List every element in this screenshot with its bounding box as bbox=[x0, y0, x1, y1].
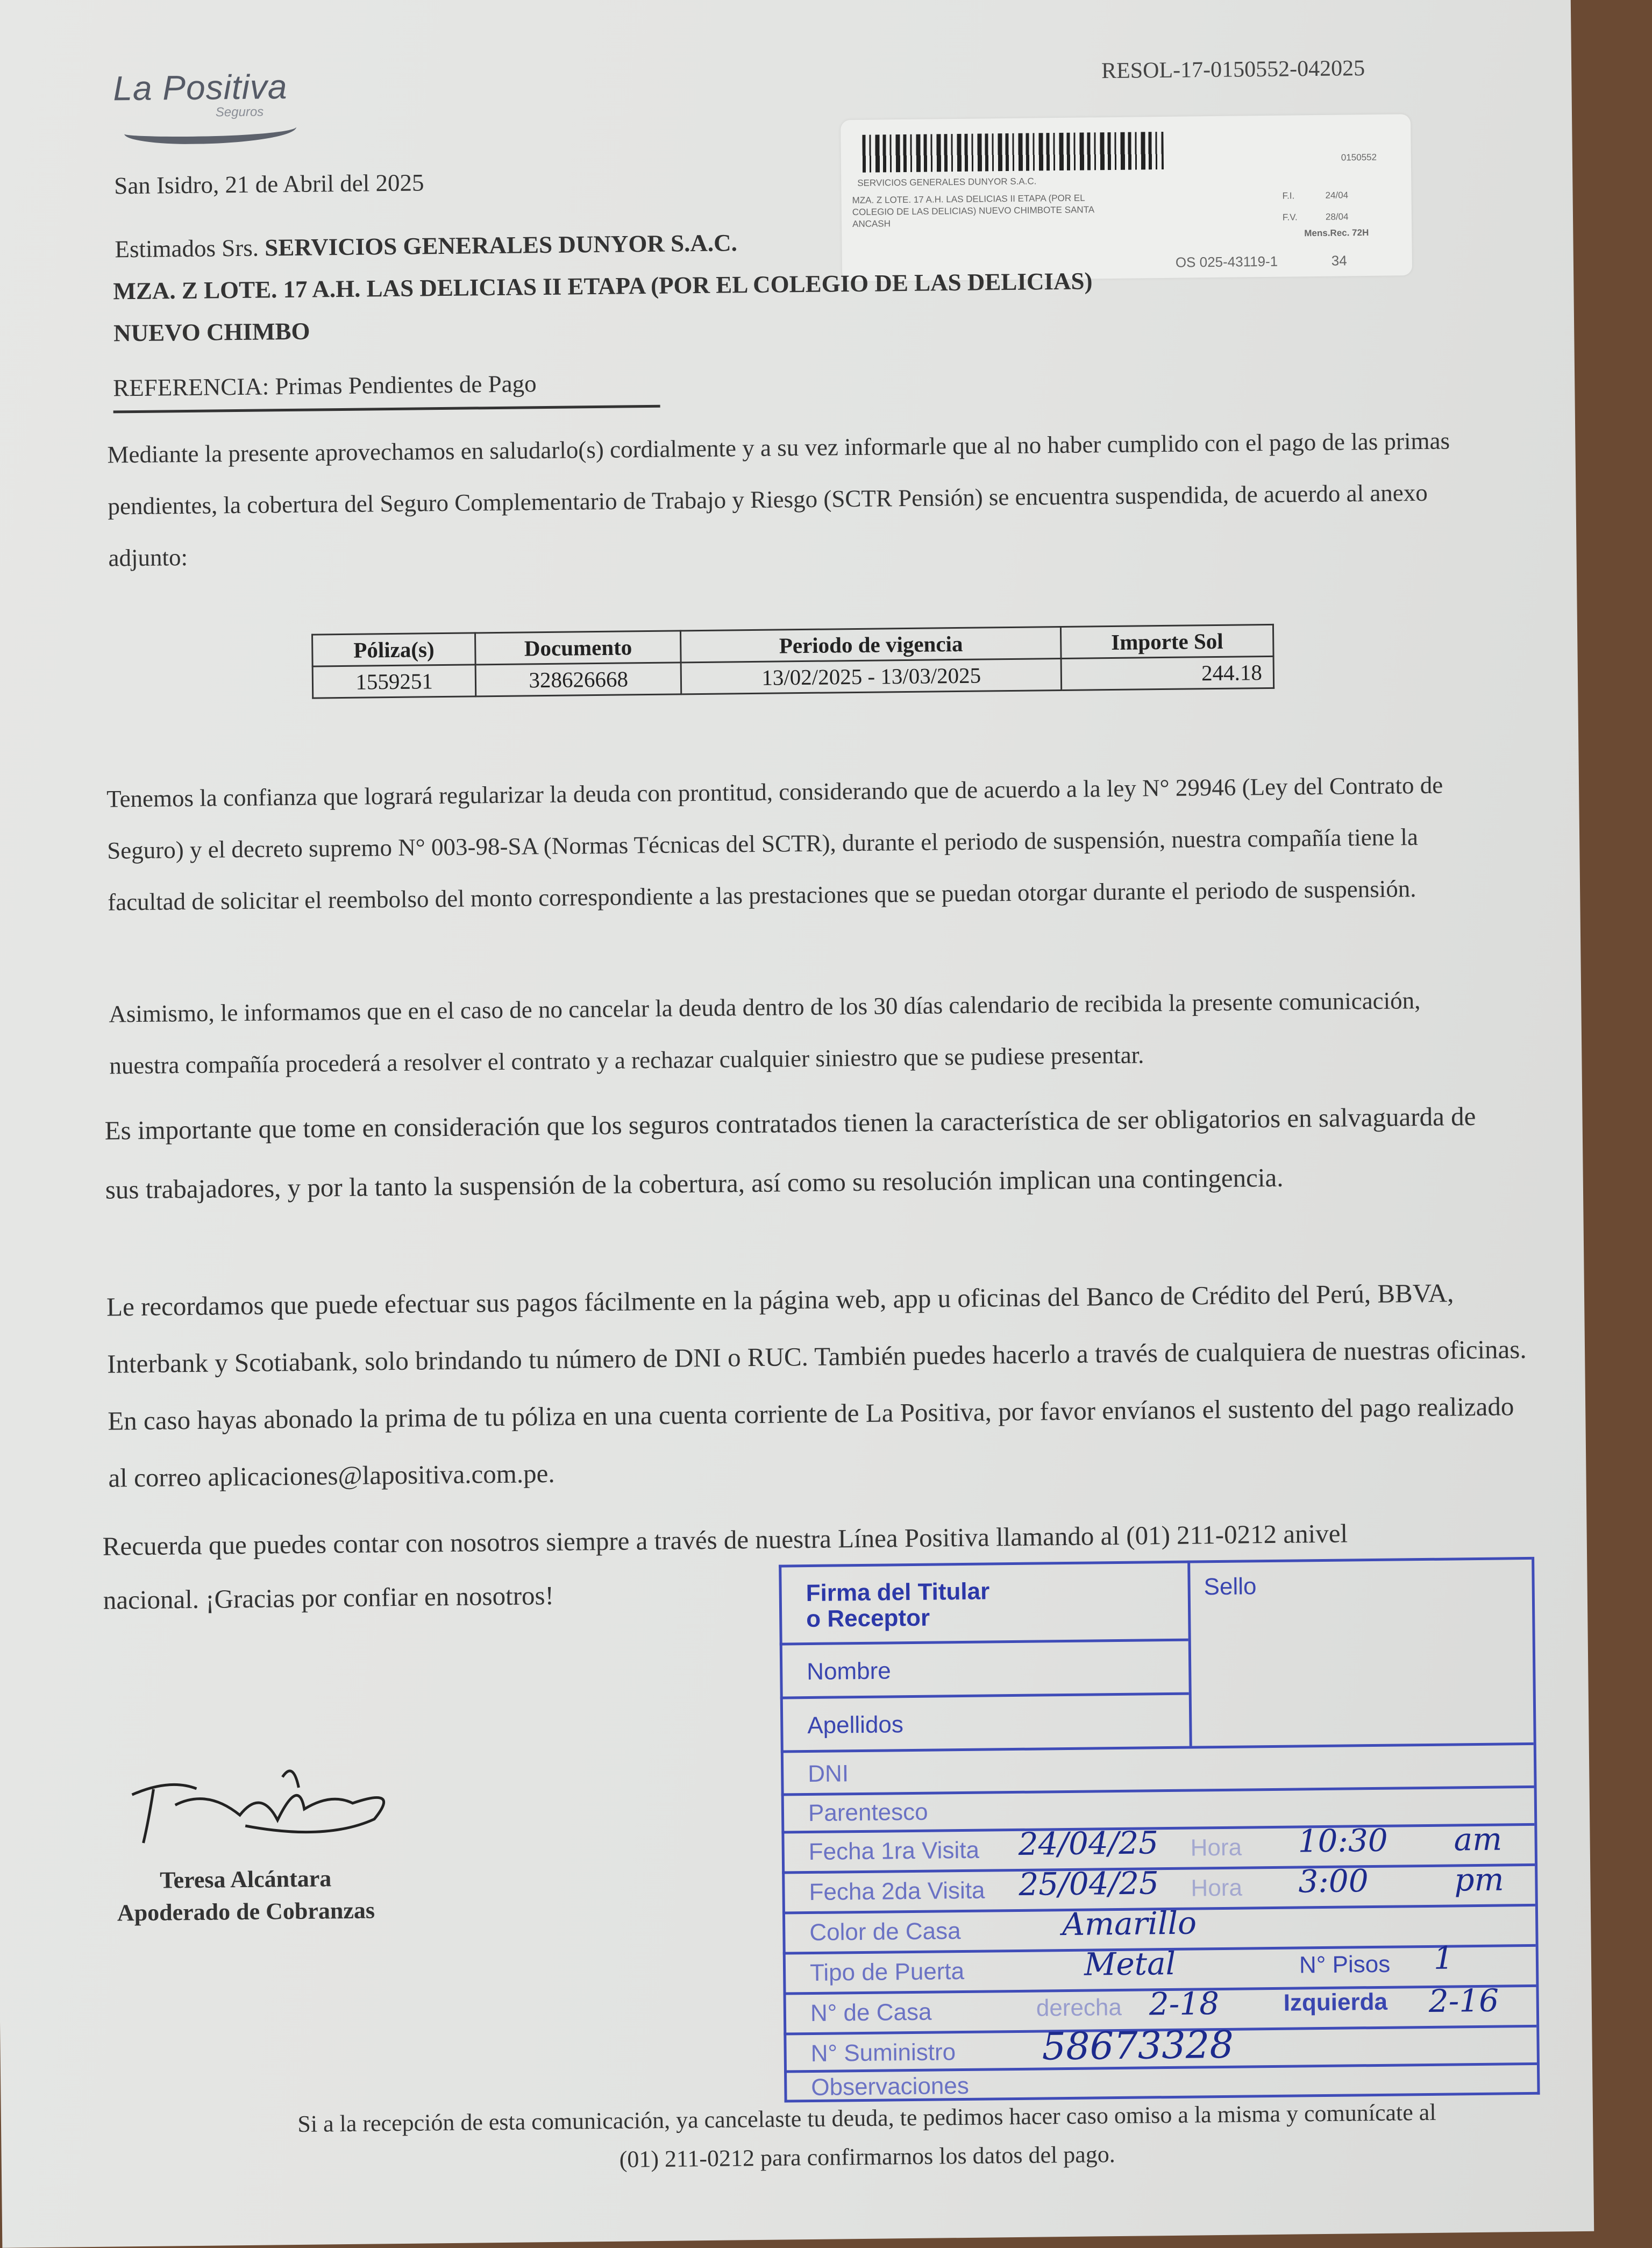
policy-table bbox=[311, 624, 1274, 699]
paragraph-2: Tenemos la confianza que logrará regularizar la deuda con prontitud, considerando que de acuerdo a la ley N° 29946 (Ley del Contrato de Seguro) y el decreto supremo N° 003-98-SA (Normas Técnicas del SCTR), durante el periodo de suspensión, nuestra compañía tiene la facultad de solicitar el reembolso del monto correspondiente a las prestaciones que se puedan otorgar durante el periodo de suspensión. bbox=[106, 771, 1443, 916]
address-line-2: NUEVO CHIMBO bbox=[113, 317, 310, 347]
reference: REFERENCIA: Primas Pendientes de Pago bbox=[113, 360, 660, 414]
paragraph-4: Es importante que tome en consideración que los seguros contratados tienen la característica de ser obligatorios en salvaguarda de sus trabajadores, y por la tanto la suspensión de la cobertura, así como su resolución implican una contingencia. bbox=[104, 1101, 1476, 1205]
address-line-1: MZA. Z LOTE. 17 A.H. LAS DELICIAS II ETAPA (POR EL COLEGIO DE LAS DELICIAS) bbox=[113, 267, 1093, 305]
barcode-icon bbox=[862, 132, 1164, 173]
mail-label: 0150552 SERVICIOS GENERALES DUNYOR S.A.C. MZA. Z LOTE. 17 A.H. LAS DELICIAS II ETAPA (POR EL COLEGIO DE LAS DELICIAS) NUEVO CHIMBOTE SANTA ANCASH F.I. 24/04 F.V. 28/04 Mens.Rec. 72H OS 025-43119-1 34 bbox=[841, 114, 1412, 281]
footer-line-2: (01) 211-0212 para confirmarnos los datos del pago. bbox=[619, 2141, 1116, 2173]
handwritten-date-2: 25/04/25 bbox=[1019, 1865, 1159, 1903]
signer-title: Apoderado de Cobranzas bbox=[117, 1897, 375, 1926]
footer-line-1: Si a la recepción de esta comunicación, ya cancelaste tu deuda, te pedimos hacer caso omiso a la misma y comunícate al bbox=[297, 2098, 1436, 2138]
paragraph-6-line-2: nacional. ¡Gracias por confiar en nosotros! bbox=[103, 1580, 554, 1615]
greeting: Estimados Srs. SERVICIOS GENERALES DUNYOR S.A.C. bbox=[115, 229, 738, 263]
paragraph-3: Asimismo, le informamos que en el caso de no cancelar la deuda dentro de los 30 días calendario de recibida la presente comunicación, nuestra compañía procederá a resolver el contrato y a rechazar cualquier siniestro que se pudiese presentar. bbox=[109, 987, 1421, 1079]
la-positiva-logo: La Positiva Seguros bbox=[113, 66, 415, 109]
paragraph-1: Mediante la presente aprovechamos en saludarlo(s) cordialmente y a su vez informarle que al no haber cumplido con el pago de las primas pendientes, la cobertura del Seguro Complementario de Trabajo y Riesgo (SCTR Pensión) se encuentra suspendida, de acuerdo al anexo adjunto: bbox=[107, 427, 1450, 572]
logo-swoosh-icon bbox=[124, 116, 297, 145]
signer-name: Teresa Alcántara bbox=[160, 1865, 332, 1894]
handwritten-signature bbox=[121, 1754, 412, 1865]
visit-stamp: Firma del Titular o Receptor Sello Nombre Apellidos DNI Parentesco Fecha 1ra Visita Fecha 2da Visita Hora Hora Color de Casa Tipo de Puerta N° Pisos N° de Casa derecha Izquierda N° Suministro Observaciones 24/04/25 10:30 am 25/04/25 3:00 pm Amarillo Metal 1 2-18 2-16 58673328 bbox=[779, 1557, 1537, 2103]
paragraph-5: Le recordamos que puede efectuar sus pagos fácilmente en la página web, app u oficinas del Banco de Crédito del Perú, BBVA, Interbank y Scotiabank, solo brindando tu número de DNI o RUC. También puedes hacerlo a través de cualquiera de nuestras oficinas. En caso hayas abonado la prima de tu póliza en una cuenta corriente de La Positiva, por favor envíanos el sustento del pago realizado al correo aplicaciones@lapositiva.com.pe. bbox=[106, 1278, 1527, 1493]
resolution-code: RESOL-17-0150552-042025 bbox=[1101, 56, 1365, 84]
handwritten-supply-number: 58673328 bbox=[1042, 2022, 1234, 2069]
table-row: 1559251 328626668 13/02/2025 - 13/03/2025 244.18 bbox=[312, 656, 1274, 698]
handwritten-date-1: 24/04/25 bbox=[1018, 1824, 1159, 1862]
sello-label: Sello bbox=[1204, 1573, 1257, 1600]
paragraph-6-line-1: Recuerda que puedes contar con nosotros siempre a través de nuestra Línea Positiva llamando al (01) 211-0212 anivel bbox=[102, 1518, 1348, 1561]
place-date: San Isidro, 21 de Abril del 2025 bbox=[113, 169, 424, 200]
firma-label: Firma del Titular o Receptor bbox=[806, 1578, 990, 1633]
table-header-row: Póliza(s) Documento Periodo de vigencia Importe Sol bbox=[312, 624, 1274, 666]
